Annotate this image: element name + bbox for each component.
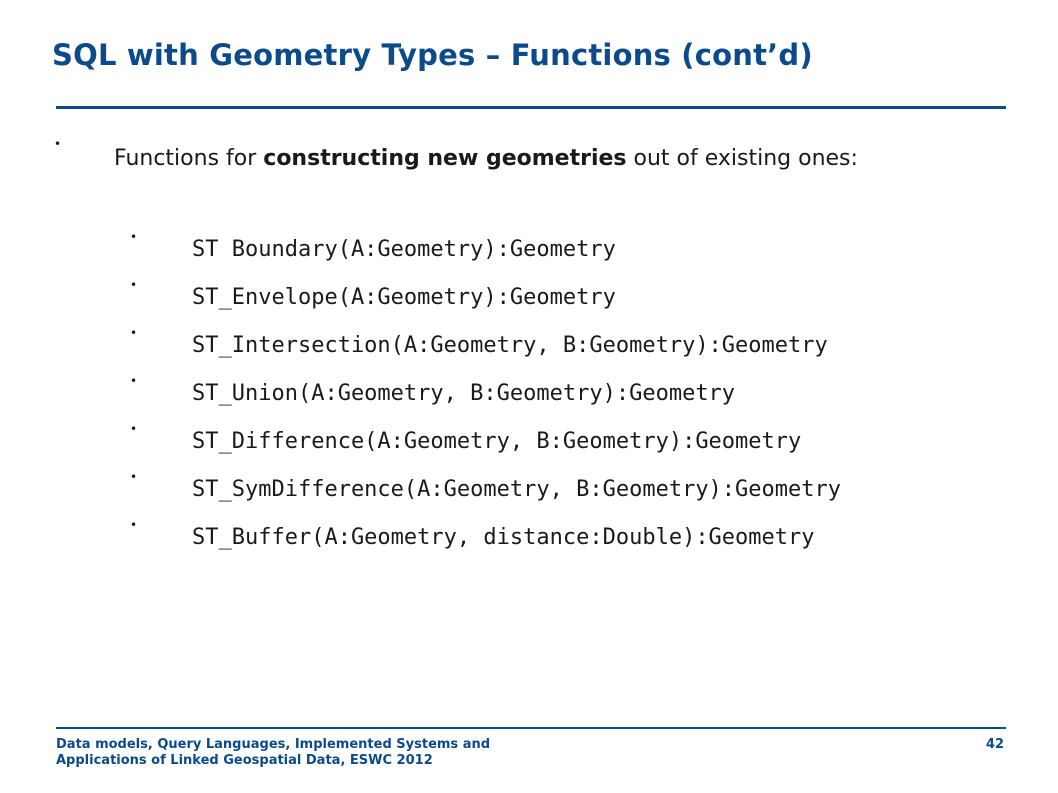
- bullet-dot: •: [130, 422, 138, 436]
- main-bullet-text-after: out of existing ones:: [626, 146, 858, 171]
- function-signature: ST_Difference(A:Geometry, B:Geometry):Geometry: [192, 429, 802, 454]
- function-signature: ST Boundary(A:Geometry):Geometry: [192, 237, 616, 262]
- page-number: 42: [985, 737, 1004, 752]
- bullet-dot: •: [54, 137, 62, 151]
- function-signature: ST_Envelope(A:Geometry):Geometry: [192, 285, 616, 310]
- main-bullet-text-bold: constructing new geometries: [263, 146, 627, 171]
- main-bullet-text: [114, 137, 964, 181]
- bullet-dot: •: [130, 326, 138, 340]
- footer-divider: [56, 727, 1006, 729]
- slide-title: SQL with Geometry Types – Functions (cont’d): [52, 38, 813, 72]
- bullet-dot: •: [130, 278, 138, 292]
- bullet-dot: •: [130, 470, 138, 484]
- bullet-dot: •: [130, 518, 138, 532]
- title-divider: [56, 106, 1006, 109]
- footer-line-2: Applications of Linked Geospatial Data, ESWC 2012: [56, 753, 433, 768]
- footer-citation: [56, 737, 656, 769]
- function-signature: ST_Union(A:Geometry, B:Geometry):Geometry: [192, 381, 736, 406]
- function-signature: ST_Buffer(A:Geometry, distance:Double):Geometry: [192, 525, 815, 550]
- bullet-dot: •: [130, 230, 138, 244]
- main-bullet-text-before: Functions for: [114, 146, 264, 171]
- footer-line-1: Data models, Query Languages, Implemented Systems and: [56, 737, 491, 752]
- function-signature: ST_SymDifference(A:Geometry, B:Geometry):Geometry: [192, 477, 842, 502]
- function-signature: ST_Intersection(A:Geometry, B:Geometry):Geometry: [192, 333, 828, 358]
- bullet-dot: •: [130, 374, 138, 388]
